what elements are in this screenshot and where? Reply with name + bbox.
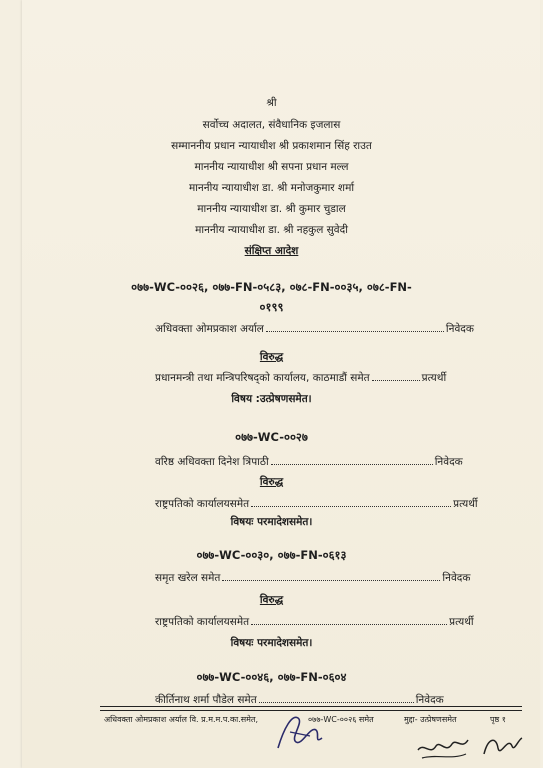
petitioner-line (155, 571, 470, 585)
respondent-name: प्रधानमन्त्री तथा मन्त्रिपरिषद्को कार्यालय, काठमाडौं समेत (155, 372, 370, 384)
case-number: ०७७-WC-००४६, ०७७-FN-०६०४ (196, 670, 347, 684)
respondent-role: प्रत्यर्थी (449, 616, 474, 628)
dotted-leader (266, 331, 444, 332)
dotted-leader (222, 580, 440, 581)
signature-mark (270, 708, 330, 756)
footer-rule (100, 706, 522, 707)
petitioner-line (155, 322, 474, 336)
petitioner-role: निवेदक (434, 456, 463, 468)
versus-label: विरुद्ध (259, 594, 284, 606)
shree-heading: श्री (266, 97, 277, 109)
footer-case-title: अधिवक्ता ओमप्रकाश अर्याल वि. प्र.म.म.प.का.समेत, (104, 715, 259, 724)
respondent-role: प्रत्यर्थी (421, 372, 447, 384)
judge-5: माननीय न्यायाधीश डा. श्री नहकुल सुवेदी (195, 224, 348, 236)
order-title: संक्षिप्त आदेश (244, 245, 299, 257)
petitioner-name: अधिवक्ता ओमप्रकाश अर्याल (155, 323, 264, 335)
case-number: ०७७-WC-००२६, ०७७-FN-०५८३, ०७८-FN-००३५, ०७८-FN- (131, 280, 412, 294)
case-number: ०७७-WC-००३०, ०७७-FN-०६१३ (196, 548, 347, 562)
signature-mark (412, 730, 472, 764)
petitioner-name: कीर्तिनाथ शर्मा पौडेल समेत (155, 694, 257, 706)
case-number-cont: ०१९९ (259, 300, 284, 314)
judge-3: माननीय न्यायाधीश डा. श्री मनोजकुमार शर्मा (188, 182, 355, 194)
judge-4: माननीय न्यायाधीश डा. श्री कुमार चुडाल (197, 203, 346, 215)
petitioner-name: समृत खरेल समेत (155, 572, 221, 584)
versus-label: विरुद्ध (259, 351, 284, 363)
petitioner-role: निवेदक (415, 694, 444, 706)
judge-2: माननीय न्यायाधीश श्री सपना प्रधान मल्ल (194, 161, 349, 173)
respondent-line (155, 615, 474, 629)
dotted-leader (271, 464, 433, 465)
petitioner-role: निवेदक (445, 323, 474, 335)
petitioner-role: निवेदक (442, 572, 471, 584)
dotted-leader (372, 380, 420, 381)
court-name: सर्वोच्च अदालत, संवैधानिक इजलास (202, 119, 341, 131)
footer-subject: मुद्दा- उत्प्रेषणसमेत (404, 715, 457, 724)
respondent-name: राष्ट्रपतिको कार्यालयसमेत (155, 498, 250, 510)
judge-1: सम्माननीय प्रधान न्यायाधीश श्री प्रकाशमान सिंह राउत (171, 140, 372, 152)
footer-case-number: ०७७-WC-००२६ समेत (308, 715, 374, 724)
subject-line: विषय :उत्प्रेषणसमेत। (231, 393, 312, 405)
signature-mark (478, 730, 526, 764)
footer-page-number: पृष्ठ १ (490, 715, 506, 724)
petitioner-line (155, 693, 444, 707)
case-number: ०७७-WC-००२७ (235, 430, 308, 444)
respondent-line (155, 371, 446, 385)
respondent-role: प्रत्यर्थी (453, 498, 478, 510)
respondent-line (155, 497, 478, 511)
dotted-leader (251, 624, 447, 625)
dotted-leader (251, 506, 451, 507)
petitioner-name: वरिष्ठ अधिवक्ता दिनेश त्रिपाठी (155, 456, 269, 468)
respondent-name: राष्ट्रपतिको कार्यालयसमेत (155, 616, 250, 628)
subject-line: विषयः परमादेशसमेत। (230, 516, 313, 528)
subject-line: विषयः परमादेशसमेत। (230, 637, 313, 649)
versus-label: विरुद्ध (259, 476, 284, 488)
dotted-leader (259, 702, 414, 703)
petitioner-line (155, 455, 463, 469)
